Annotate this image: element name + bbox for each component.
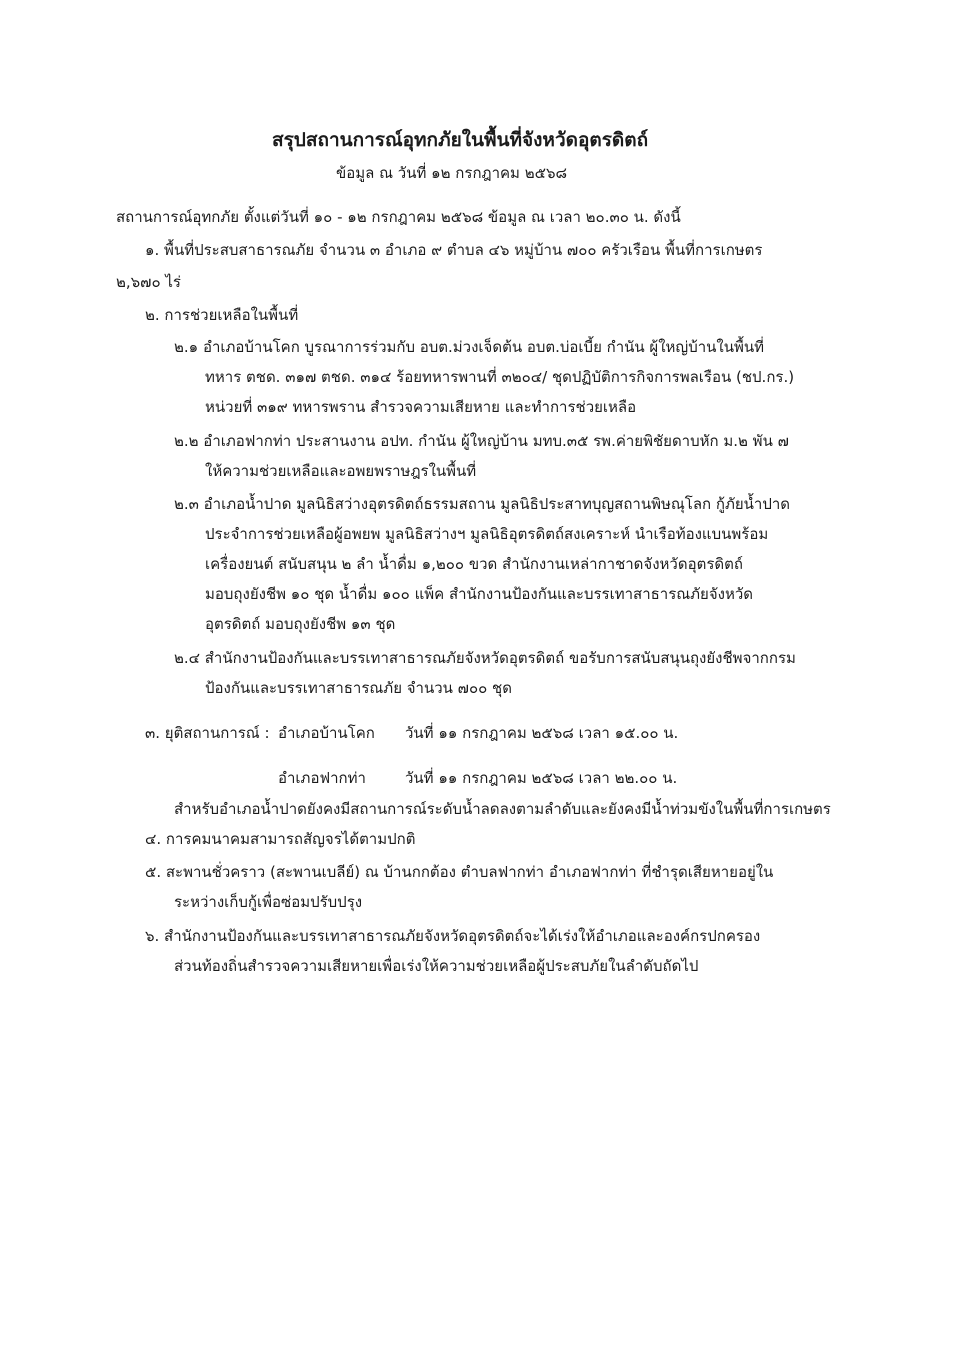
item2-4-line2: ป้องกันและบรรเทาสาธารณภัย จำนวน ๗๐๐ ชุด [205,679,512,697]
item1-line2: ๒,๖๗๐ ไร่ [116,273,181,291]
item3-row2-district: อำเภอฟากท่า [278,769,366,787]
document-subtitle: ข้อมูล ณ วันที่ ๑๒ กรกฎาคม ๒๕๖๘ [336,164,568,182]
item5-line1: ๕. สะพานชั่วคราว (สะพานเบลีย์) ณ บ้านกกต้อง ตำบลฟากท่า อำเภอฟากท่า ที่ชำรุดเสียหายอยู่ใน [145,863,774,881]
item2-1-line2: ทหาร ตชด. ๓๑๗ ตชด. ๓๑๔ ร้อยทหารพานที่ ๓๒๐๔/ ชุดปฏิบัติการกิจการพลเรือน (ชป.กร.) [205,368,795,386]
item2-3-line4: มอบถุงยังชีพ ๑๐ ชุด น้ำดื่ม ๑๐๐ แพ็ค สำนักงานป้องกันและบรรเทาสาธารณภัยจังหวัด [205,585,754,603]
item2-3-line2: ประจำการช่วยเหลือผู้อพยพ มูลนิธิสว่างฯ มูลนิธิอุตรดิตถ์สงเคราะห์ นำเรือท้องแบนพร้อม [205,525,769,543]
item2-3-line3: เครื่องยนต์ สนับสนุน ๒ ลำ น้ำดื่ม ๑,๒๐๐ ขวด สำนักงานเหล่ากาชาดจังหวัดอุตรดิตถ์ [205,555,743,573]
item2-3-line5: อุตรดิตถ์ มอบถุงยังชีพ ๑๓ ชุด [205,615,396,633]
item3-note: สำหรับอำเภอน้ำปาดยังคงมีสถานการณ์ระดับน้ำลดลงตามลำดับและยังคงมีน้ำท่วมขังในพื้นที่การเกษตร [174,800,831,818]
item2-3-line1: ๒.๓ อำเภอน้ำปาด มูลนิธิสว่างอุตรดิตถ์ธรรมสถาน มูลนิธิประสาทบุญสถานพิษณุโลก กู้ภัยน้ำปาด [174,495,791,513]
item2-2-line2: ให้ความช่วยเหลือและอพยพราษฎรในพื้นที่ [205,462,477,480]
item3-row1-district: อำเภอบ้านโคก [278,724,375,742]
item1-line1: ๑. พื้นที่ประสบสาธารณภัย จำนวน ๓ อำเภอ ๙ ตำบล ๔๖ หมู่บ้าน ๗๐๐ ครัวเรือน พื้นที่การเกษตร [145,241,763,259]
item2-2-line1: ๒.๒ อำเภอฟากท่า ประสานงาน อปท. กำนัน ผู้ใหญ่บ้าน มทบ.๓๕ รพ.ค่ายพิชัยดาบหัก ม.๒ พัน ๗ [174,432,789,450]
item5-line2: ระหว่างเก็บกู้เพื่อซ่อมปรับปรุง [174,893,363,911]
item2-heading: ๒. การช่วยเหลือในพื้นที่ [145,306,299,324]
item2-1-line3: หน่วยที่ ๓๑๙ ทหารพราน สำรวจความเสียหาย และทำการช่วยเหลือ [205,398,637,416]
item6-line2: ส่วนท้องถิ่นสำรวจความเสียหายเพื่อเร่งให้ความช่วยเหลือผู้ประสบภัยในลำดับถัดไป [174,957,699,975]
item4-line: ๔. การคมนาคมสามารถสัญจรได้ตามปกติ [145,830,416,848]
item3-row1-time: วันที่ ๑๑ กรกฎาคม ๒๕๖๘ เวลา ๑๕.๐๐ น. [405,724,679,742]
item3-row2-time: วันที่ ๑๑ กรกฎาคม ๒๕๖๘ เวลา ๒๒.๐๐ น. [405,769,678,787]
item6-line1: ๖. สำนักงานป้องกันและบรรเทาสาธารณภัยจังหวัดอุตรดิตถ์จะได้เร่งให้อำเภอและองค์กรปกครอง [145,927,761,945]
item2-1-line1: ๒.๑ อำเภอบ้านโคก บูรณาการร่วมกับ อบต.ม่วงเจ็ดต้น อบต.บ่อเบี้ย กำนัน ผู้ใหญ่บ้านในพื้นที่ [174,338,764,356]
intro-line: สถานการณ์อุทกภัย ตั้งแต่วันที่ ๑๐ - ๑๒ กรกฎาคม ๒๕๖๘ ข้อมูล ณ เวลา ๒๐.๓๐ น. ดังนี้ [116,208,681,226]
item2-4-line1: ๒.๔ สำนักงานป้องกันและบรรเทาสาธารณภัยจังหวัดอุตรดิตถ์ ขอรับการสนับสนุนถุงยังชีพจากกรม [174,649,796,667]
document-title: สรุปสถานการณ์อุทกภัยในพื้นที่จังหวัดอุตรดิตถ์ [272,129,649,151]
item3-label: ๓. ยุติสถานการณ์ : [145,724,270,742]
